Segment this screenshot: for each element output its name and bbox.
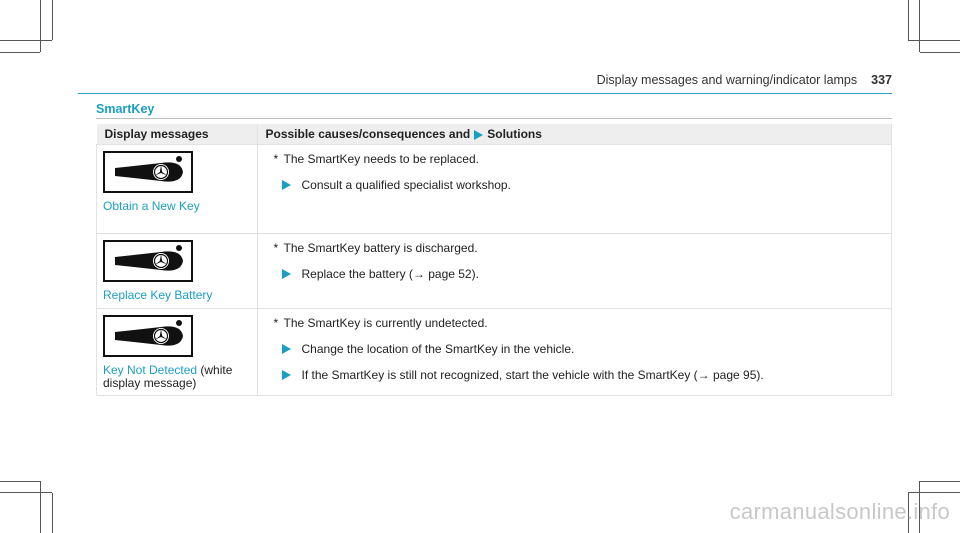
table-header-row — [97, 124, 892, 145]
section-title: SmartKey — [96, 102, 155, 116]
solution-triangle-icon — [474, 130, 483, 140]
solution-triangle-icon — [282, 370, 291, 380]
crop-mark — [920, 481, 960, 482]
solution-cell — [257, 309, 892, 396]
running-header — [597, 73, 892, 87]
solution-text: Replace the battery (→ page 52). — [301, 267, 479, 281]
crop-mark — [908, 492, 960, 493]
cause-text: The SmartKey battery is discharged. — [283, 241, 478, 255]
crop-mark — [920, 52, 960, 53]
message-cell — [97, 234, 258, 309]
smartkey-icon — [103, 151, 193, 193]
crop-mark — [0, 492, 52, 493]
crop-mark — [52, 493, 53, 533]
cause-text: The SmartKey needs to be replaced. — [283, 152, 479, 166]
cause-text: The SmartKey is currently undetected. — [283, 316, 488, 330]
solution-text: If the SmartKey is still not recognized, start the vehicle with the SmartKey (→ page 95). — [301, 368, 764, 382]
crop-mark — [0, 40, 52, 41]
message-label: Replace Key Battery — [103, 288, 213, 302]
smartkey-icon — [103, 240, 193, 282]
solution-triangle-icon — [282, 344, 291, 354]
crop-mark — [40, 481, 41, 533]
bullet-star: * — [273, 316, 279, 330]
message-label: Obtain a New Key — [103, 199, 200, 213]
table-row — [97, 145, 892, 234]
message-cell — [97, 309, 258, 396]
page-number: 337 — [871, 73, 892, 87]
solution-cell — [257, 234, 892, 309]
message-suffix: (white display message) — [103, 363, 233, 390]
crop-mark — [908, 40, 960, 41]
table-row — [97, 309, 892, 396]
crop-mark — [908, 0, 909, 40]
col-causes-solutions — [257, 124, 892, 145]
crop-mark — [52, 0, 53, 40]
crop-mark — [919, 0, 920, 52]
solution-triangle-icon — [282, 269, 291, 279]
bullet-star: * — [273, 241, 279, 255]
message-label: Key Not Detected — [103, 363, 198, 377]
col-display-messages: Display messages — [97, 124, 258, 145]
solution-cell — [257, 145, 892, 234]
crop-mark — [0, 481, 40, 482]
running-title: Display messages and warning/indicator lamps — [596, 73, 858, 87]
header-rule — [78, 93, 892, 94]
solution-triangle-icon — [282, 180, 291, 190]
watermark: carmanualsonline.info — [729, 499, 950, 524]
smartkey-icon — [103, 315, 193, 357]
table-row — [97, 234, 892, 309]
col2-header-post: Solutions — [487, 127, 542, 141]
crop-mark — [0, 52, 40, 53]
solution-text: Change the location of the SmartKey in the vehicle. — [301, 342, 575, 356]
bullet-star: * — [273, 152, 279, 166]
message-cell — [97, 145, 258, 234]
solution-text: Consult a qualified specialist workshop. — [301, 178, 511, 192]
section-rule — [96, 118, 892, 119]
col2-header-pre: Possible causes/consequences and — [265, 127, 471, 141]
message-table — [96, 124, 892, 396]
crop-mark — [40, 0, 41, 52]
